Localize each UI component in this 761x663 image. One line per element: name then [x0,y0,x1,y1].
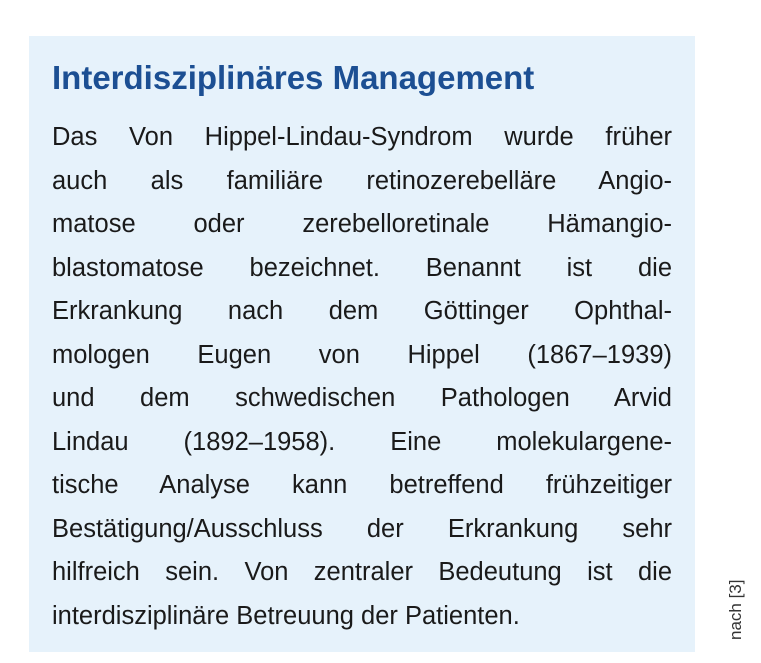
body-line: interdisziplinäre Betreuung der Patienten. [52,601,520,630]
body-line: Lindau (1892–1958). Eine molekulargene- [52,427,672,456]
body-line: tische Analyse kann betreffend frühzeitiger [52,471,672,499]
body-line: hilfreich sein. Von zentraler Bedeutung ist die [52,558,672,586]
body-line: Erkrankung nach dem Göttinger Ophthal- [52,297,672,325]
body-line: Bestätigung/Ausschluss der Erkrankung sehr [52,514,672,543]
body-line: matose oder zerebelloretinale Hämangio- [52,210,672,238]
info-box [29,36,695,652]
body-line: blastomatose bezeichnet. Benannt ist die [52,253,672,282]
info-box-body [52,116,672,638]
source-note: nach [3] [726,579,745,640]
body-line: und dem schwedischen Pathologen Arvid [52,384,672,412]
body-line: Das Von Hippel-Lindau-Syndrom wurde früher [52,123,672,151]
info-box-title: Interdisziplinäres Management [52,59,535,96]
body-line: auch als familiäre retinozerebelläre Angio- [52,166,672,195]
body-line: mologen Eugen von Hippel (1867–1939) [52,340,672,369]
